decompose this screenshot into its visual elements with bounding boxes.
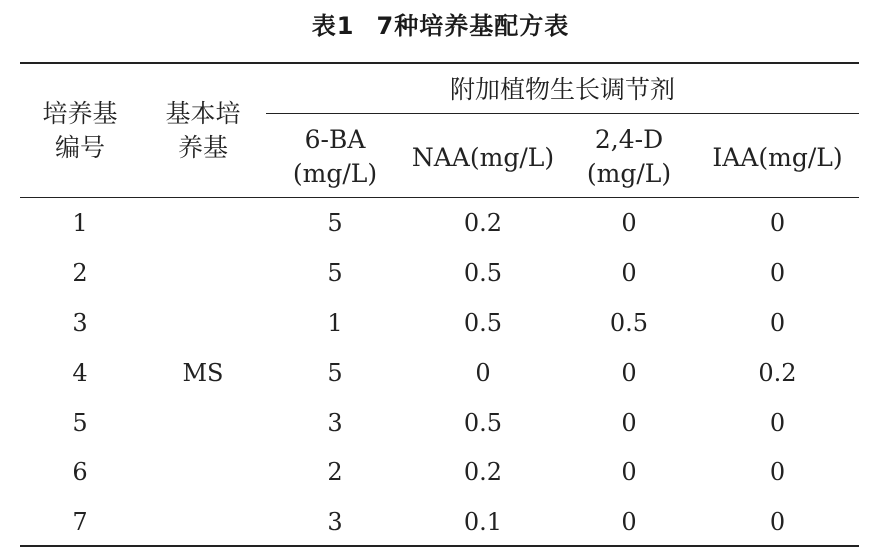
- row-24d: 0: [621, 508, 637, 536]
- header-6ba: 6-BA (mg/L): [292, 125, 378, 188]
- row-24d: 0: [621, 359, 637, 387]
- row-id: 5: [72, 409, 88, 437]
- row-iaa: 0: [769, 209, 786, 237]
- bottom-rule: [20, 545, 859, 547]
- row-iaa: 0: [769, 259, 786, 287]
- row-naa: 0.2: [463, 458, 503, 486]
- group-underline: [266, 113, 859, 114]
- header-iaa: IAA(mg/L): [712, 143, 843, 172]
- top-rule: [20, 62, 859, 64]
- row-6ba: 2: [327, 458, 343, 486]
- row-naa: 0.2: [463, 209, 503, 237]
- row-6ba: 5: [327, 259, 343, 287]
- row-24d: 0: [621, 209, 637, 237]
- row-24d: 0: [621, 409, 637, 437]
- table-caption: [0, 8, 881, 44]
- header-group-regulators: 附加植物生长调节剂: [449, 75, 675, 104]
- row-naa: 0.5: [463, 259, 503, 287]
- row-id: 1: [72, 209, 88, 237]
- row-24d: 0.5: [609, 309, 649, 337]
- row-iaa: 0: [769, 458, 786, 486]
- header-naa: NAA(mg/L): [411, 143, 555, 172]
- row-iaa: 0: [769, 309, 786, 337]
- row-24d: 0: [621, 458, 637, 486]
- row-iaa: 0.2: [758, 359, 797, 387]
- row-6ba: 5: [327, 209, 343, 237]
- row-iaa: 0: [769, 508, 786, 536]
- row-6ba: 5: [327, 359, 343, 387]
- row-id: 6: [72, 458, 88, 486]
- row-id: 4: [72, 359, 88, 387]
- row-6ba: 1: [327, 309, 343, 337]
- header-24d: 2,4-D (mg/L): [586, 125, 672, 188]
- row-naa: 0.5: [463, 309, 503, 337]
- row-id: 7: [72, 508, 88, 536]
- header-bottom-rule: [20, 197, 859, 198]
- table-title: 7种培养基配方表: [376, 12, 570, 40]
- header-base-medium: 基本培 养基: [165, 99, 241, 162]
- base-medium-cell: MS: [182, 359, 224, 387]
- row-naa: 0: [475, 359, 491, 387]
- table-number: 表1: [311, 12, 355, 40]
- row-id: 3: [72, 309, 88, 337]
- row-iaa: 0: [769, 409, 786, 437]
- row-24d: 0: [621, 259, 637, 287]
- row-6ba: 3: [327, 508, 343, 536]
- row-id: 2: [72, 259, 88, 287]
- row-naa: 0.5: [463, 409, 503, 437]
- row-naa: 0.1: [463, 508, 503, 536]
- header-medium-number: 培养基 编号: [42, 99, 118, 162]
- row-6ba: 3: [327, 409, 343, 437]
